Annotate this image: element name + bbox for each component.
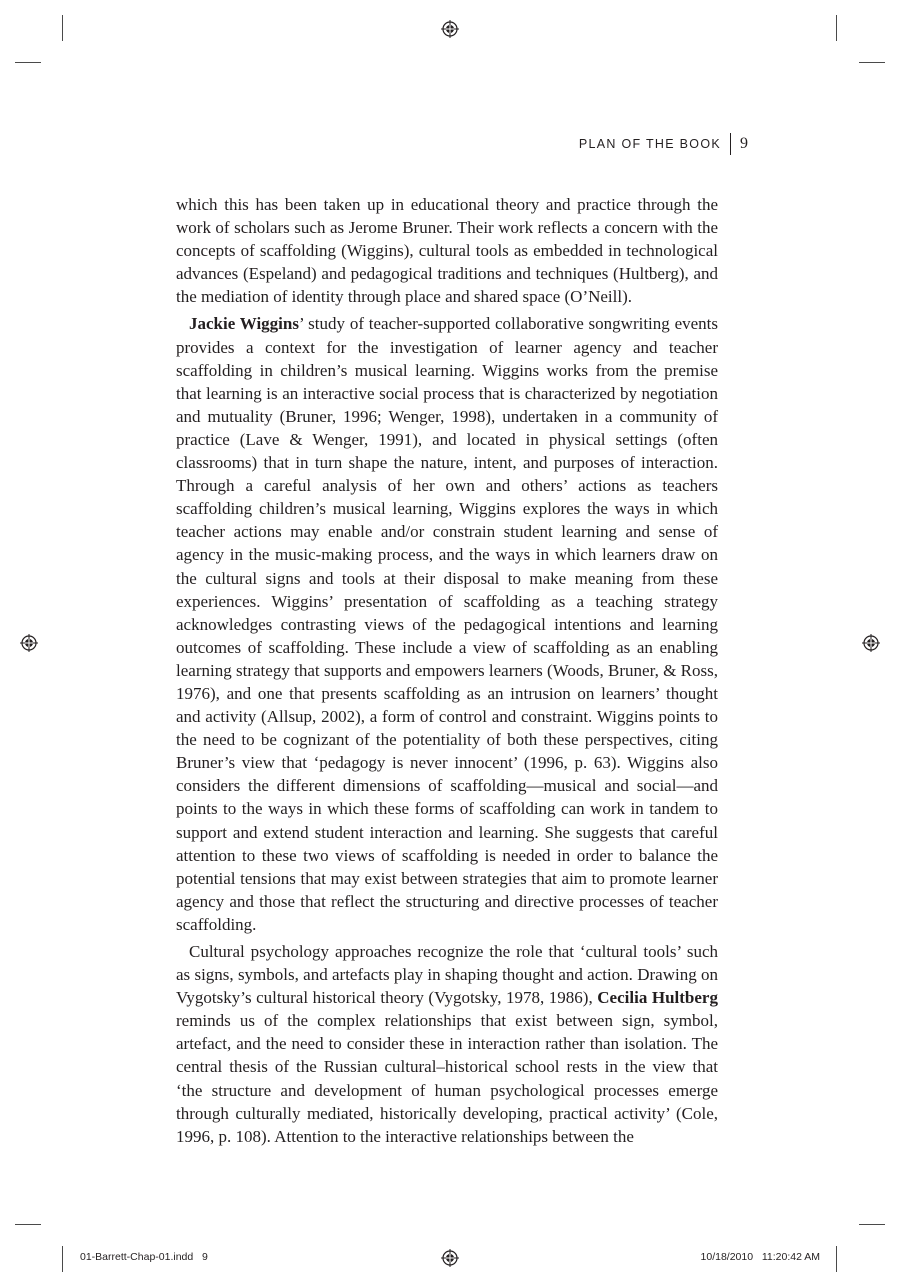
paragraph-2-text: ’ study of teacher-supported collaborative songwriting events provides a context for the investigation of learner agency and teacher scaffolding in children’s musical learning. Wiggins works from the premise that learning is an interactive social process that is characterized by negotiation and mutuality (Bruner, 1996; Wenger, 1998), undertaken in a community of practice (Lave & Wenger, 1991), and located in physical settings (often classrooms) that in turn shape the nature, intent, and purposes of interaction. Through a careful analysis of her own and others’ actions as teachers scaffolding children’s musical learning, Wiggins explores the ways in which teacher actions may enable and/or constrain student learning and sense of agency in the music-making process, and the ways in which learners draw on the cultural signs and tools at their disposal to make meaning from these experiences. Wiggins’ presentation of scaffolding as a teaching strategy acknowledges contrasting views of the pedagogical intentions and learning outcomes of scaffolding. These include a view of scaffolding as an enabling learning strategy that supports and empowers learners (Woods, Bruner, & Ross, 1976), and one that presents scaffolding as an intrusion on learners’ thought and activity (Allsup, 2002), a form of control and constraint. Wiggins points to the need to be cognizant of the potentiality of both these perspectives, citing Bruner’s view that ‘pedagogy is never innocent’ (1996, p. 63). Wiggins also considers the different dimensions of scaffolding—musical and social—and points to the ways in which these forms of scaffolding can work in tandem to support and extend student interaction and learning. She suggests that careful attention to these two views of scaffolding is needed in order to balance the potential tensions that may exist between strategies that aim to promote learner agency and those that reflect the structuring and directive processes of teacher scaffolding. bbox=[176, 314, 718, 934]
registration-mark-icon bbox=[20, 634, 38, 652]
registration-mark-icon bbox=[441, 20, 459, 38]
crop-mark bbox=[15, 62, 41, 63]
body-text bbox=[176, 193, 718, 1148]
crop-mark bbox=[62, 15, 63, 41]
running-head-divider bbox=[730, 133, 731, 155]
registration-mark-icon bbox=[441, 1249, 459, 1267]
crop-mark bbox=[836, 1246, 837, 1272]
running-head-title: PLAN OF THE BOOK bbox=[578, 137, 721, 151]
crop-mark bbox=[15, 1224, 41, 1225]
running-head bbox=[579, 133, 748, 155]
paragraph-3-text-end: reminds us of the complex relationships that exist between sign, symbol, artefact, and the need to consider these in interaction rather than isolation. The central thesis of the Russian cultural–historical school rests in the view that ‘the structure and development of human psychological processes emerge through culturally mediated, historically developing, practical activity’ (Cole, 1996, p. 108). Attention to the interactive relationships between the bbox=[176, 1011, 718, 1146]
crop-mark bbox=[859, 1224, 885, 1225]
slug-timestamp: 10/18/2010 11:20:42 AM bbox=[700, 1251, 820, 1263]
slug-file-name: 01-Barrett-Chap-01.indd 9 bbox=[80, 1251, 208, 1263]
registration-mark-icon bbox=[862, 634, 880, 652]
crop-mark bbox=[62, 1246, 63, 1272]
paragraph-3 bbox=[176, 940, 718, 1148]
crop-mark bbox=[836, 15, 837, 41]
author-name-hultberg: Cecilia Hultberg bbox=[597, 988, 718, 1008]
paragraph-1: which this has been taken up in educational theory and practice through the work of scholars such as Jerome Bruner. Their work reflects a concern with the concepts of scaffolding (Wiggins), cultural tools as embedded in technological advances (Espeland) and pedagogical traditions and techniques (Hultberg), and the mediation of identity through place and shared space (O’Neill). bbox=[176, 195, 718, 307]
author-name-wiggins: Jackie Wiggins bbox=[189, 314, 299, 334]
paragraph-2 bbox=[176, 312, 718, 936]
paragraph-3-text-start: Cultural psychology approaches recognize the role that ‘cultural tools’ such as signs, symbols, and artefacts play in shaping thought and action. Drawing on Vygotsky’s cultural historical theory (Vygotsky, 1978, 1986), bbox=[176, 942, 718, 1008]
page-number: 9 bbox=[740, 135, 748, 152]
crop-mark bbox=[859, 62, 885, 63]
